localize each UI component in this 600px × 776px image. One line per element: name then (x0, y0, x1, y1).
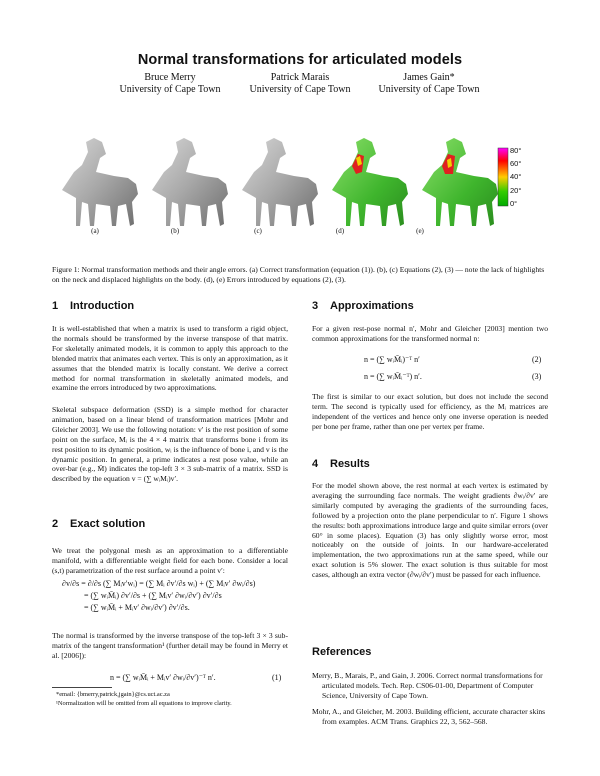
legend-label: 80° (510, 146, 522, 155)
horse-figure (52, 126, 552, 246)
legend-label: 20° (510, 186, 522, 195)
footnote: ¹Normalization will be omitted from all equations to improve clarity. (56, 700, 232, 707)
horse-panel-d (332, 138, 408, 226)
author-block (349, 72, 509, 96)
color-scale-bar (498, 148, 508, 206)
equation-number: (1) (272, 673, 282, 682)
author-affiliation: University of Cape Town (378, 84, 480, 95)
equation-1: n = (∑ wᵢM̄ᵢ + Mᵢv′ ∂wᵢ/∂v′)⁻ᵀ n′. (110, 673, 216, 682)
section-title: Results (330, 458, 370, 470)
approx-paragraph-1: For a given rest-pose normal n′, Mohr and Gleicher [2003] mention two common approximations for the transformed normal n: (312, 324, 548, 343)
intro-paragraph-2: Skeletal subspace deformation (SSD) is a simple method for character animation, based on a linear blend of transformation matrices [Mohr and Gleicher 2003]. We use the following notation: v′ is the rest position of some point on the surface, Mᵢ is the 4 × 4 matrix that transforms bone i from its rest position to its dynamic position, wᵢ is the influence of bone i, and v is the dynamic position. In general, a prime indicates a rest pose value, while an over-bar (e.g., M̄) indicates the top-left 3 × 3 sub-matrix of a matrix. SSD is described by the equation v = (∑ wᵢMᵢ)v′. (52, 405, 288, 484)
reference-item: Mohr, A., and Gleicher, M. 2003. Building efficient, accurate character skins from examples. ACM Trans. Graphics 22, 3, 562–568. (312, 707, 546, 726)
legend-label: 40° (510, 172, 522, 181)
horse-panel-c (242, 138, 318, 226)
legend-label: 60° (510, 159, 522, 168)
author-name: James Gain* (403, 72, 455, 83)
horse-panel-b (152, 138, 228, 226)
reference-item: Merry, B., Marais, P., and Gain, J. 2006. Correct normal transformations for articulated models. Tech. Rep. CS06-01-00, Department of Computer Science, University of Cape Town. (312, 671, 543, 700)
section-number: 3 (312, 300, 319, 312)
intro-paragraph-1: It is well-established that when a matrix is used to transform a rigid object, the normals should be transformed by the inverse transpose of that matrix. For skeletally animated models, it is common to apply this approach to the blended matrix that animates each vertex. This is only an approximation, as it assumes that the blended matrix is locally constant. We derive a correct method for normal transformation in skeletally animated models, and examine the errors introduced by two approximations. (52, 324, 288, 393)
panel-label: (b) (170, 227, 180, 235)
figure-caption: Figure 1: Normal transformation methods and their angle errors. (a) Correct transformation (equation (1)). (b), (c) Equations (2), (3) — note the lack of highlights on the neck and displaced highlights on the body. (d), (e) Errors introduced by equations (2), (3). (52, 265, 545, 284)
references-heading: References (312, 646, 372, 658)
section-number: 4 (312, 458, 319, 470)
equation-number: (3) (532, 372, 542, 381)
equation-2: n = (∑ wᵢM̄ᵢ)⁻ᵀ n′ (364, 355, 420, 364)
section-heading (312, 300, 414, 312)
author-affiliation: University of Cape Town (249, 84, 351, 95)
section-title: Introduction (70, 300, 135, 312)
section-heading (52, 518, 145, 530)
horse-panel-a (62, 138, 138, 226)
section-heading (312, 458, 370, 470)
section-number: 2 (52, 518, 59, 530)
approx-paragraph-2: The first is similar to our exact solution, but does not include the second term. The second is typically used for efficiency, as the Mᵢ matrices are independent of the vertices and hence only one inverse operation is needed per bone per frame, rather than one per vertex per frame. (312, 392, 548, 431)
section-title: Exact solution (70, 518, 146, 530)
author-name: Bruce Merry (144, 72, 196, 83)
results-paragraph: For the model shown above, the rest normal at each vertex is estimated by averaging the surrounding face normals. The weight gradients ∂wᵢ/∂v′ are similarly computed by averaging the gradients of the surrounding faces, followed by a projection onto the plane perpendicular to n′. Figure 1 shows the results: both approximations introduce large and quite similar errors (over 60° in some places). Equation (3) has only slightly worse error, most noticeably on the outside of joints. In our hardware-accelerated implementation, the two approximations run at the same speed, while our exact solution is 5% slower. The exact solution is thus suitable for most cases, although an extra vector (∂wᵢ/∂v′) must be passed for each influence. (312, 481, 548, 580)
equation-line: = (∑ wᵢM̄ᵢ) ∂v′/∂s + (∑ Mᵢv′ ∂wᵢ/∂v′) ∂v′/∂s (84, 591, 222, 600)
panel-label: (a) (91, 227, 99, 235)
paper-title: Normal transformations for articulated models (137, 52, 463, 68)
section-number: 1 (52, 300, 59, 312)
section-title: Approximations (330, 300, 414, 312)
panel-label: (e) (416, 227, 424, 235)
section-heading (52, 300, 134, 312)
author-name: Patrick Marais (270, 72, 330, 83)
equation-number: (2) (532, 355, 542, 364)
legend-label: 0° (510, 199, 518, 208)
footnote-rule (52, 687, 112, 688)
tangent-derivation (62, 578, 288, 614)
equation-3: n = (∑ wᵢM̄ᵢ⁻ᵀ) n′. (364, 372, 422, 381)
footnote: *email: {bmerry,patrick,jgain}@cs.uct.ac.za (56, 691, 170, 698)
exact-paragraph-2: The normal is transformed by the inverse transpose of the top-left 3 × 3 sub-matrix of the tangent transformation¹ (further detail may be found in Merry et al. [2006]): (52, 631, 288, 660)
panel-label: (c) (254, 227, 262, 235)
horse-panel-e (422, 138, 498, 226)
equation-line: = (∑ wᵢM̄ᵢ + Mᵢv′ ∂wᵢ/∂v′) ∂v′/∂s. (84, 603, 190, 612)
author-affiliation: University of Cape Town (119, 84, 221, 95)
equation-line: ∂v/∂s = ∂/∂s (∑ Mᵢv′wᵢ) = (∑ Mᵢ ∂v′/∂s wᵢ) + (∑ Mᵢv′ ∂wᵢ/∂s) (62, 579, 256, 588)
exact-paragraph-1: We treat the polygonal mesh as an approximation to a differentiable manifold, with a differentiable weight field for each bone. Consider a local (s,t) parametrization of the rest surface around a point v′: (52, 546, 288, 575)
panel-label: (d) (335, 227, 345, 235)
